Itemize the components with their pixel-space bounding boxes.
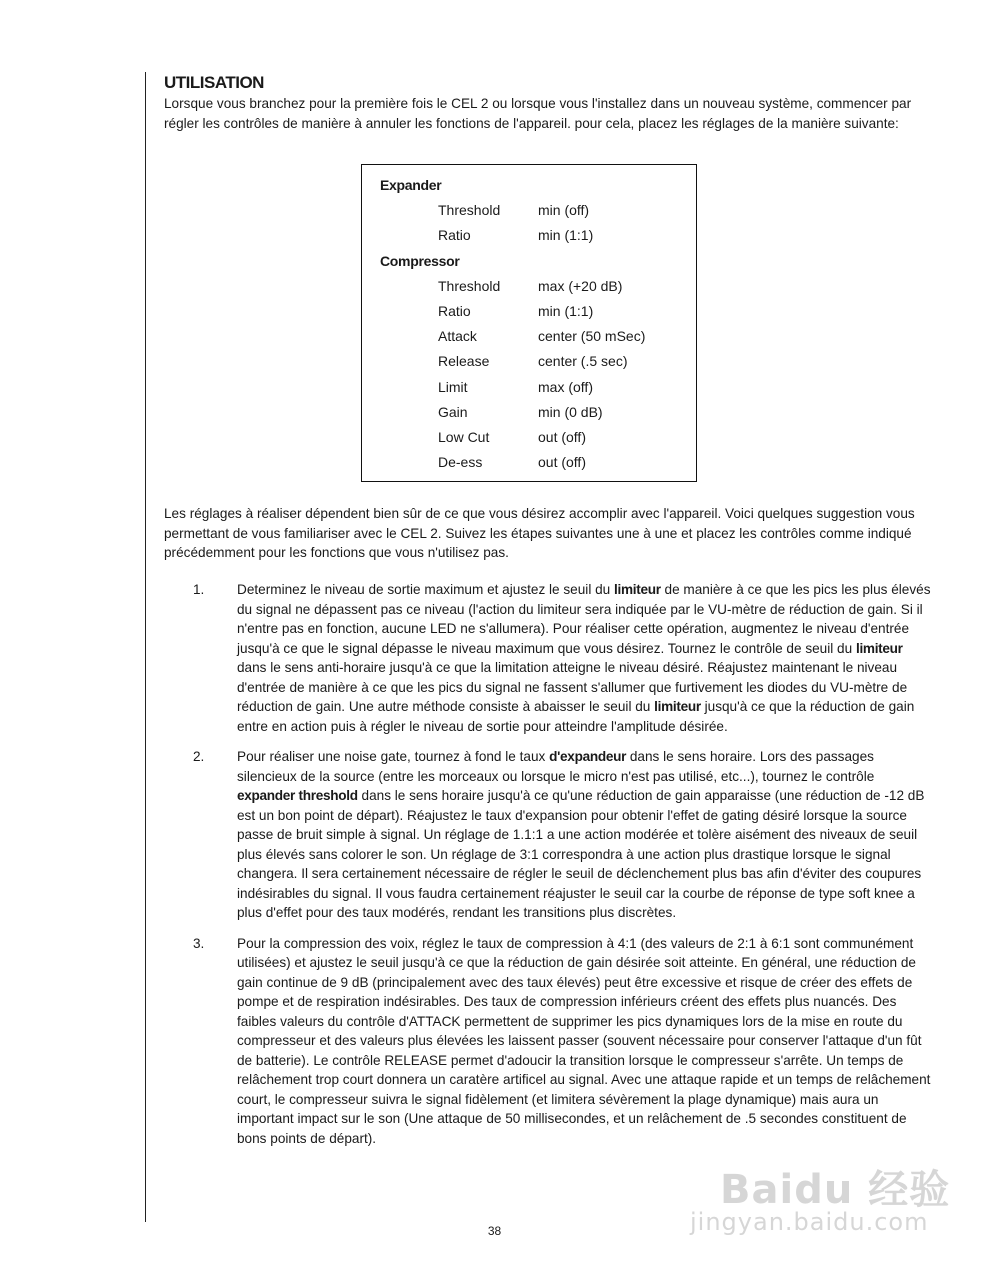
step-item <box>164 934 934 1149</box>
setting-value: min (0 dB) <box>538 403 603 420</box>
setting-row <box>380 375 686 400</box>
control-keyword: limiteur <box>855 640 903 656</box>
step-text <box>237 747 934 923</box>
setting-row <box>380 223 686 248</box>
step-text <box>237 580 934 736</box>
control-keyword: d'expandeur <box>549 749 627 764</box>
steps-list <box>164 580 934 1159</box>
step-text-run: dans le sens anti-horaire jusqu'à ce que la limitation atteigne le niveau désiré. Réajustez maintenant le niveau d'entrée de manière à ce que les pics du signal ne fassent s'allumer que furtivement les diodes du VU-mètre de réduction de gain. Une autre méthode consiste à abaisser le seuil du <box>237 660 908 714</box>
setting-value: out (off) <box>538 429 586 446</box>
setting-value: max (+20 dB) <box>538 277 623 294</box>
step-text-run: de manière à ce que les pics les plus élevés du signal ne dépassent pas ce niveau (l'action du limiteur sera indiquée par le VU-mètre de réduction de gain. Si il n'entre pas en fonction, aucune LED ne s'allumera). Pour réaliser cette opération, augmentez le niveau d'entrée jusqu'à ce que le signal dépasse le niveau maximum que vous désirez. Tournez le contrôle de seuil du <box>237 582 931 656</box>
section-heading: UTILISATION <box>164 73 264 92</box>
setting-name: Threshold <box>438 202 501 219</box>
step-text-run: Pour réaliser une noise gate, tournez à fond le taux <box>237 749 550 764</box>
setting-value: min (off) <box>538 202 590 219</box>
suggestions-paragraph: Les réglages à réaliser dépendent bien sûr de ce que vous désirez accomplir avec l'appareil. Voici quelques suggestion vous permettant de vous familiariser avec le CEL 2. Suivez les étapes suivantes une à une et placez les contrôles comme indiqué précédemment pour les fonctions que vous n'utilisez pas. <box>164 506 915 560</box>
compressor-title: Compressor <box>380 252 460 269</box>
step-item <box>164 580 934 736</box>
setting-value: center (50 mSec) <box>538 328 646 345</box>
setting-name: Ratio <box>438 303 471 320</box>
watermark-url: jingyan.baidu.com <box>690 1208 929 1236</box>
intro-paragraph: Lorsque vous branchez pour la première fois le CEL 2 ou lorsque vous l'installez dans un nouveau système, commencer par régler les contrôles de manière à annuler les fonctions de l'appareil. pour cela, placez les réglages de la manière suivante: <box>164 96 912 131</box>
setting-name: Limit <box>438 378 468 395</box>
step-number: 2. <box>193 749 205 764</box>
step-item <box>164 747 934 923</box>
page-content <box>164 72 934 1146</box>
setting-name: Attack <box>438 328 477 345</box>
step-text-run: Pour la compression des voix, réglez le taux de compression à 4:1 (des valeurs de 2:1 à 6:1 sont communément utilisées) et ajustez le seuil jusqu'à ce que la réduction de gain désirée soit atteinte. En général, une réduction de gain continue de 9 dB (principalement avec des taux élevés) peut être excessive et risque de créer des effets de pompe et de respiration indésirables. Des taux de compression inférieurs créent des effets plus nuancés. Des faibles valeurs du contrôle d'ATTACK permettent de supprimer les pics dynamiques lors de la mise en route du compresseur et des valeurs plus élevées les laissent passer (souvent nécessaire pour conserver l'attaque d'un fût de batterie). Le contrôle RELEASE permet d'adoucir la transition lorsque le compresseur s'arrête. Un temps de relâchement trop court donnera un caratère artificel au signal. Avec une attaque rapide et un temps de relâchement court, le compresseur suivra le signal fidèlement (et limitera sévèrement la plage dynamique) mais aura un important impact sur le son (Une attaque de 50 millisecondes, et un relâchement de .5 secondes constituent de bons points de départ). <box>237 935 931 1146</box>
step-number: 3. <box>193 935 205 951</box>
setting-row <box>380 274 686 299</box>
control-keyword: limiteur <box>614 582 661 597</box>
setting-name: Gain <box>438 403 468 420</box>
margin-rule <box>145 72 146 1222</box>
setting-value: min (1:1) <box>538 227 594 244</box>
setting-value: max (off) <box>538 378 593 395</box>
step-text-run: dans le sens horaire. Lors des passages silencieux de la source (entre les morceaux ou lorsque le micro n'est pas utilisé, etc...), tournez le contrôle <box>237 749 875 784</box>
page-number: 38 <box>487 1224 502 1238</box>
watermark-logo: Baidu 经验 <box>720 1167 951 1213</box>
setting-row <box>380 299 686 324</box>
setting-row <box>380 425 686 450</box>
setting-name: Ratio <box>438 227 471 244</box>
setting-row <box>380 349 686 374</box>
setting-value: center (.5 sec) <box>538 353 628 370</box>
setting-name: Low Cut <box>438 429 490 446</box>
setting-name: De-ess <box>438 454 483 471</box>
expander-title: Expander <box>380 177 442 193</box>
settings-table-box <box>361 164 697 482</box>
setting-name: Release <box>438 353 490 370</box>
control-keyword: limiteur <box>654 699 701 714</box>
step-text-run: dans le sens horaire jusqu'à ce qu'une réduction de gain apparaisse (une réduction de -12 dB est un bon point de départ). Réajustez le taux d'expansion pour obtenir l'effet de gating désiré lorsque la source passe de bruit simple à signal. Un réglage de 1.1:1 a une action modérée et tolère aisément des niveaux de seuil plus élevés sans colorer le son. Un réglage de 3:1 correspondra à une action plus drastique lorsque le signal changera. Il sera certainement nécessaire de régler le seuil de déclenchement plus bas afin d'éviter des coupures indésirables du signal. Il vous faudra certainement réajuster le seuil car la courbe de réponse de type soft knee a plus d'effet pour des taux modérés, rendant les transitions plus discrètes. <box>237 788 925 920</box>
step-text-run: Determinez le niveau de sortie maximum et ajustez le seuil du <box>237 582 615 597</box>
baidu-watermark <box>690 1158 970 1258</box>
setting-value: out (off) <box>538 454 586 471</box>
setting-name: Threshold <box>438 277 501 294</box>
settings-table <box>380 173 686 475</box>
step-text-run: jusqu'à ce que la réduction de gain entre en action puis à régler le niveau de sortie pour atteindre l'amplitude désirée. <box>237 699 915 734</box>
setting-value: min (1:1) <box>538 303 594 320</box>
step-text <box>237 934 934 1149</box>
setting-row <box>380 198 686 223</box>
control-keyword: expander threshold <box>237 788 358 803</box>
setting-row <box>380 324 686 349</box>
setting-row <box>380 400 686 425</box>
step-number: 1. <box>193 582 205 597</box>
setting-row <box>380 450 686 475</box>
expander-rows <box>380 198 686 248</box>
compressor-rows <box>380 274 686 476</box>
